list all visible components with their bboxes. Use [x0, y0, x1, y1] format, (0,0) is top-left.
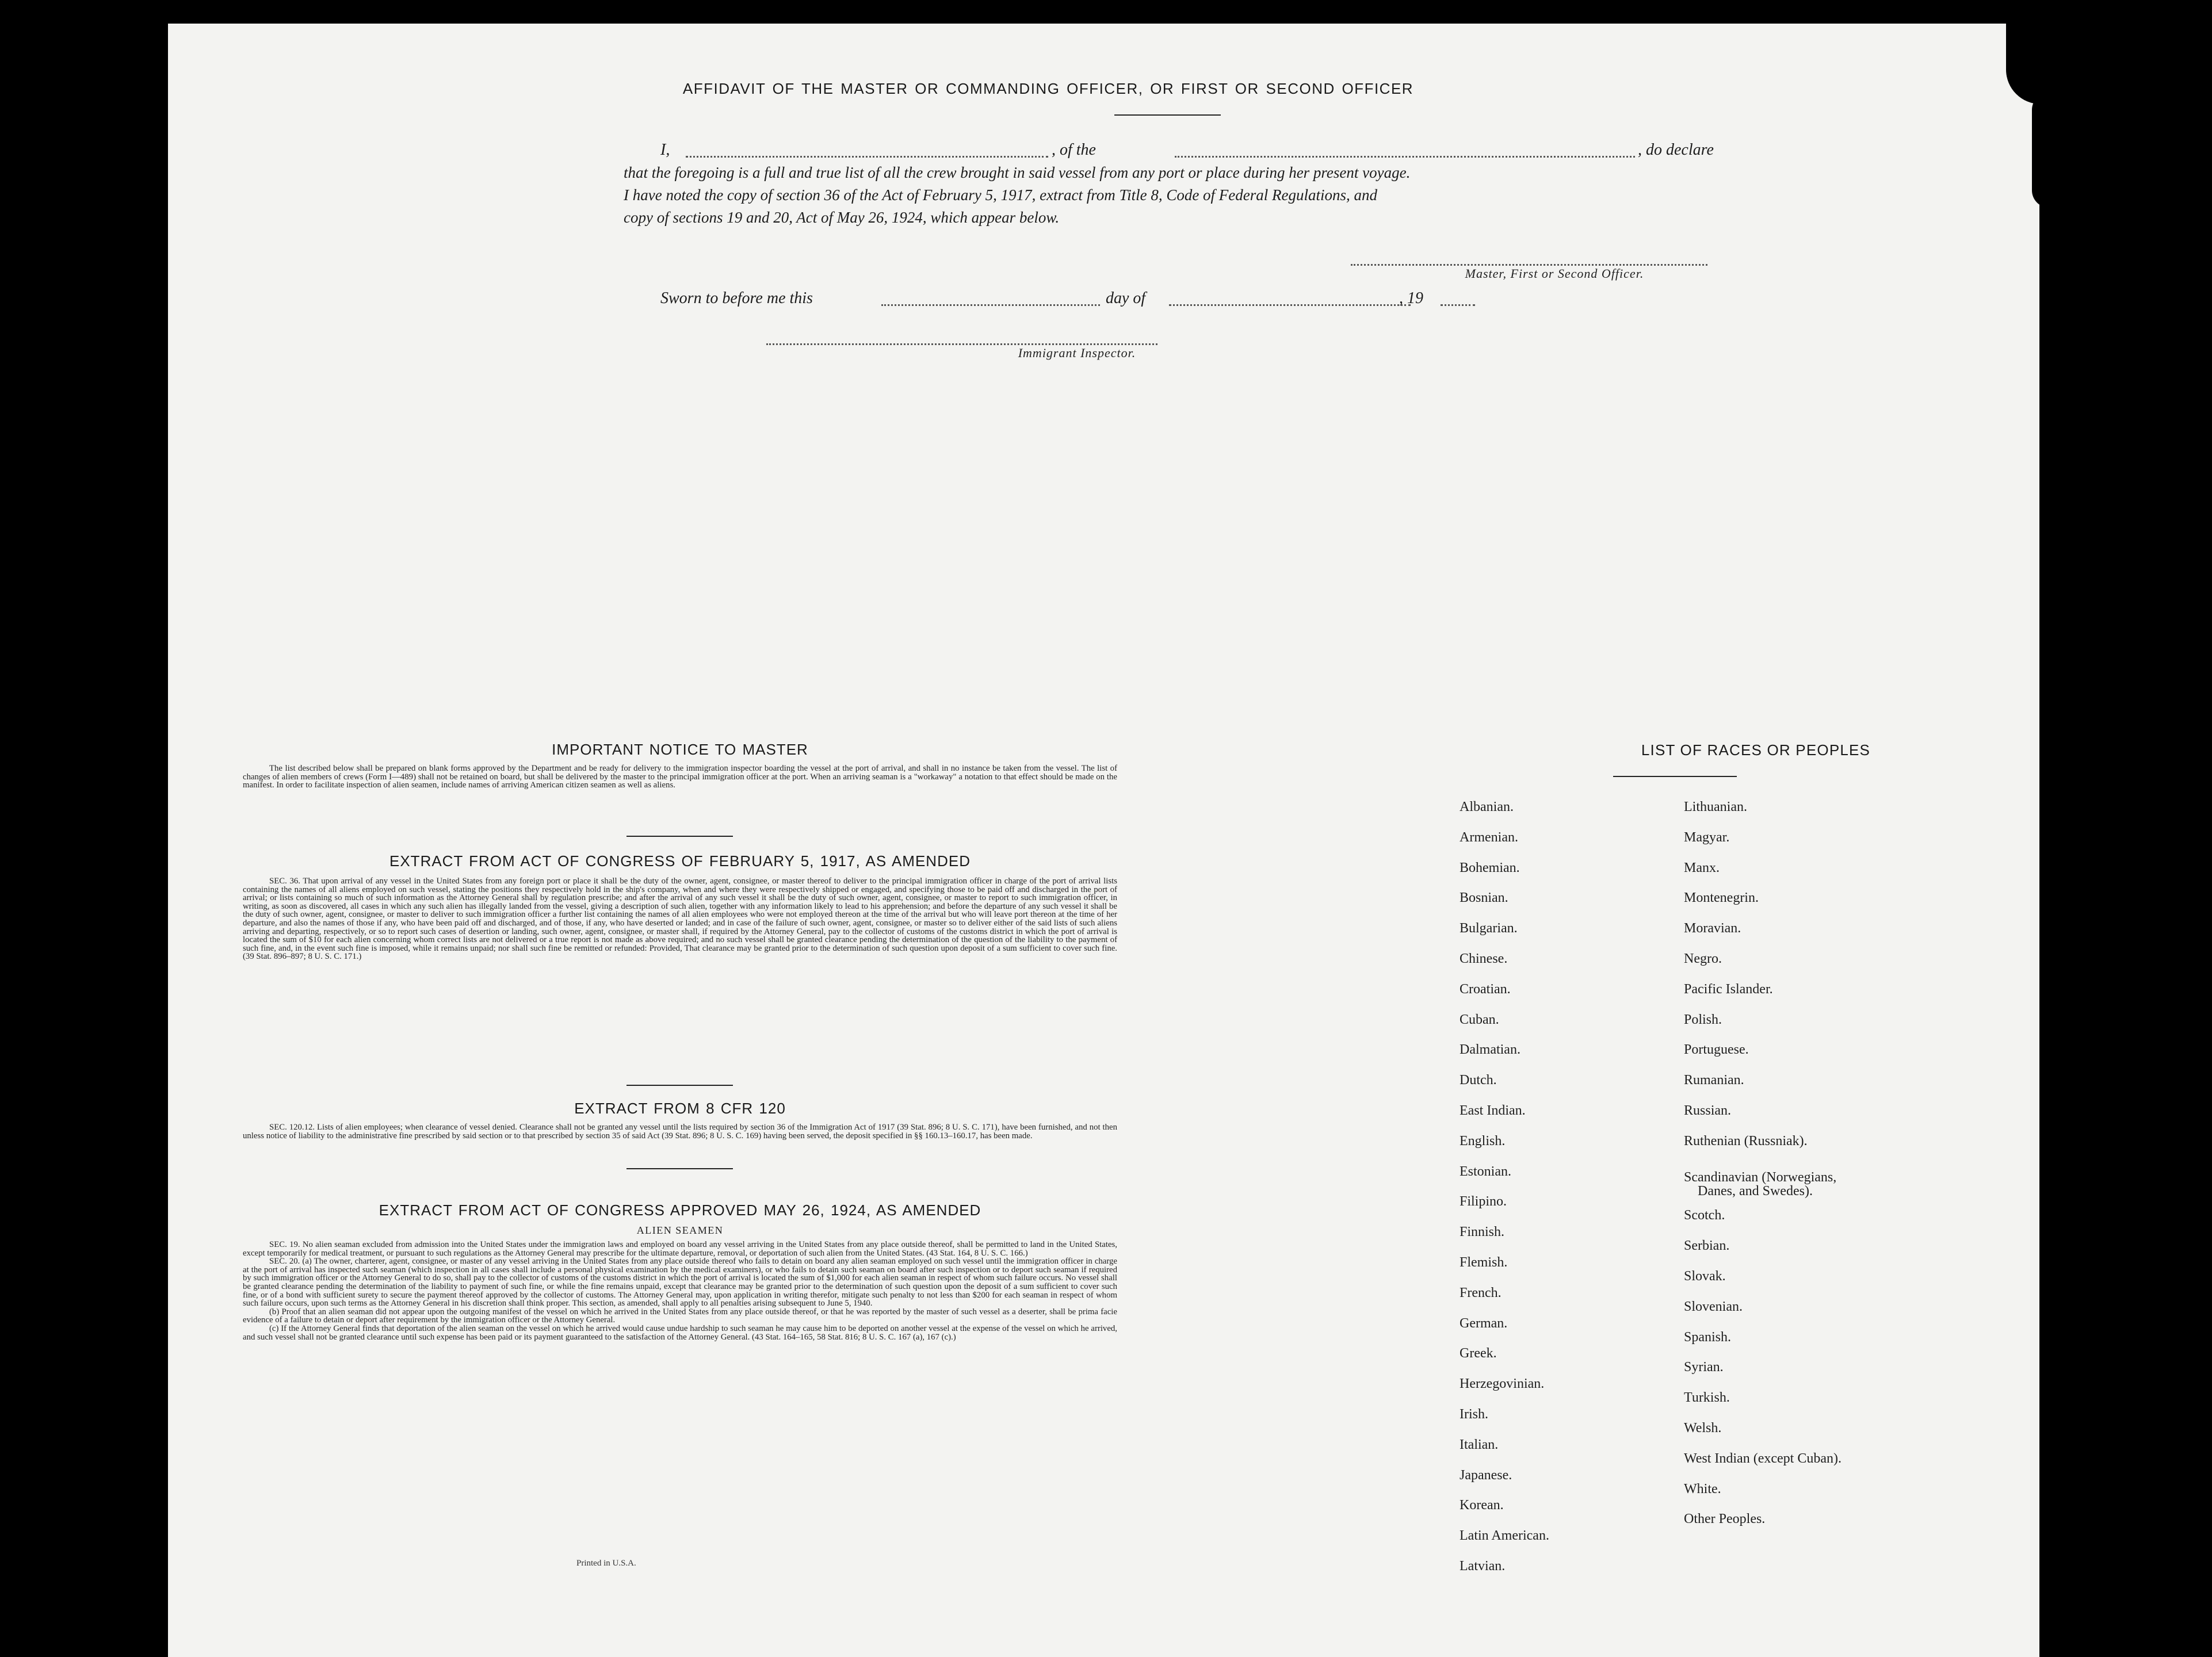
race-item: Rumanian. — [1684, 1073, 1744, 1088]
inspector-signature-label: Immigrant Inspector. — [1018, 346, 1136, 360]
sworn-month-blank[interactable] — [1169, 304, 1411, 306]
race-item: Bohemian. — [1460, 860, 1520, 875]
master-signature-line[interactable] — [1351, 264, 1707, 266]
race-item: Slovak. — [1684, 1269, 1726, 1284]
affidavit-line-3: I have noted the copy of section 36 of the Act of February 5, 1917, extract from Title 8, Code of Federal Regulations, and — [624, 186, 1378, 204]
sworn-day-blank[interactable] — [881, 304, 1100, 306]
torn-edge — [2032, 93, 2039, 208]
race-item: Chinese. — [1460, 951, 1508, 966]
affidavit-line-2: that the foregoing is a full and true list of all the crew brought in said vessel from any port or place during her present voyage. — [624, 164, 1411, 181]
year-text: , 19 — [1399, 289, 1423, 307]
race-item: Japanese. — [1460, 1467, 1512, 1483]
race-item: Latvian. — [1460, 1559, 1506, 1574]
race-item: Spanish. — [1684, 1329, 1732, 1345]
affidavit-i: I, — [660, 141, 670, 159]
race-item: West Indian (except Cuban). — [1684, 1451, 1842, 1466]
document-page — [168, 24, 2039, 1657]
race-item: Turkish. — [1684, 1390, 1730, 1406]
sworn-text: Sworn to before me this — [660, 289, 813, 307]
section-20c-paragraph: (c) If the Attorney General finds that deportation of the alien seaman on the vessel on which he arrived would cause undue hardship to such seaman he may cause him to be deported on another vessel at the expense of the vessel on which he arrived, and such vessel shall not be granted clearance until such expense has been paid or its payment guaranteed to the satisfaction of the Attorney General. (43 Stat. 164–165, 58 Stat. 816; 8 U. S. C. 167 (a), 167 (c).) — [243, 1323, 1117, 1342]
race-item: Manx. — [1684, 860, 1720, 875]
extract-1924-heading: EXTRACT FROM ACT OF CONGRESS APPROVED MAY 26, 1924, AS AMENDED — [379, 1201, 981, 1219]
section-rule — [626, 1085, 733, 1086]
section-19-paragraph: SEC. 19. No alien seaman excluded from admission into the United States under the immigration laws and employed on board any vessel arriving in the United States from any place outside thereof, shall be permitted to land in the United States, except temporarily for medical treatment, or pursuant to such regulations as the Attorney General may prescribe for the ultimate departure, removal, or deportation of such alien from the United States. (43 Stat. 164, 8 U. S. C. 166.) — [243, 1240, 1117, 1258]
race-item: Bosnian. — [1460, 890, 1508, 906]
name-blank[interactable] — [686, 156, 1048, 158]
section-20b-paragraph: (b) Proof that an alien seaman did not appear upon the outgoing manifest of the vessel on which he arrived in the United States from any place outside thereof, or that he was reported by the master of such vessel as a deserter, shall be prima facie evidence of a failure to detain or deport after requirement by the immigration officer or the Attorney General. — [243, 1307, 1117, 1325]
race-item: Slovenian. — [1684, 1299, 1743, 1314]
race-item: Estonian. — [1460, 1164, 1511, 1179]
race-item: Other Peoples. — [1684, 1511, 1766, 1527]
notice-text — [243, 764, 1117, 790]
torn-edge — [2006, 24, 2039, 104]
master-signature-label: Master, First or Second Officer. — [1465, 266, 1644, 281]
race-item: Korean. — [1460, 1498, 1504, 1513]
race-item: Portuguese. — [1684, 1042, 1749, 1058]
race-item: Armenian. — [1460, 829, 1518, 845]
race-item: Irish. — [1460, 1407, 1488, 1422]
section-120-12-paragraph: SEC. 120.12. Lists of alien employees; when clearance of vessel denied. Clearance shall not be granted any vessel until the lists required by section 36 of the Immigration Act of 1917 (39 Stat. 896; 8 U. S. C. 171), have been furnished, and not then unless notice of liability to the administrative fine prescribed by said section or to that prescribed by section 35 of said Act (39 Stat. 896; 8 U. S. C. 169) having been served, the deposit specified in §§ 160.13–160.17, has been made. — [243, 1123, 1117, 1141]
section-20a-paragraph: SEC. 20. (a) The owner, charterer, agent, consignee, or master of any vessel arriving in the United States from any place outside thereof who fails to detain on board any alien seaman employed on such vessel until the immigration officer in charge at the port of arrival has inspected such seaman (which inspection in all cases shall include a personal physical examination by the medical examiners), or who fails to detain such seaman on board after such inspection or to deport such seaman if required by such immigration officer or the Attorney General to do so, shall pay to the collector of customs of the customs district in which the port of arrival is located the sum of $1,000 for each alien seaman in respect of whom such failure occurs. No vessel shall be granted clearance pending the determination of the liability to payment of such fine, or while the fine remains unpaid, except that clearance may be granted prior to the determination of such question upon the deposit of a sum sufficient to cover such fine, or of a bond with sufficient surety to secure the payment thereof approved by the collector of customs. The Attorney General may, upon application in writing therefor, mitigate such penalty to not less than $200 for each seaman in respect of whom such failure occurs, upon such terms as the Attorney General in his discretion shall think proper. This section, as amended, shall apply to all penalties arising subsequent to June 5, 1940. — [243, 1257, 1117, 1308]
race-item: Dutch. — [1460, 1073, 1497, 1088]
race-item: Serbian. — [1684, 1238, 1730, 1254]
extract-8cfr-text — [243, 1123, 1117, 1140]
inspector-signature-line[interactable] — [766, 343, 1157, 345]
affidavit-title: AFFIDAVIT OF THE MASTER OR COMMANDING OFFICER, OR FIRST OR SECOND OFFICER — [682, 80, 1414, 97]
race-item: Montenegrin. — [1684, 890, 1759, 906]
race-item: Cuban. — [1460, 1012, 1499, 1027]
extract-1917-heading: EXTRACT FROM ACT OF CONGRESS OF FEBRUARY 5, 1917, AS AMENDED — [389, 852, 971, 870]
race-item: Lithuanian. — [1684, 799, 1747, 814]
races-title: LIST OF RACES OR PEOPLES — [1641, 741, 1871, 759]
race-item: English. — [1460, 1133, 1506, 1149]
race-item: Polish. — [1684, 1012, 1722, 1027]
race-item: Russian. — [1684, 1103, 1732, 1118]
extract-8cfr-heading: EXTRACT FROM 8 CFR 120 — [574, 1100, 786, 1117]
race-item: Filipino. — [1460, 1194, 1507, 1210]
race-item: Italian. — [1460, 1437, 1499, 1452]
printed-in-usa: Printed in U.S.A. — [576, 1559, 636, 1568]
affidavit-do-declare: , do declare — [1638, 141, 1714, 159]
race-item: Moravian. — [1684, 921, 1741, 936]
race-item: Negro. — [1684, 951, 1722, 966]
race-item: Greek. — [1460, 1346, 1497, 1361]
race-item: French. — [1460, 1285, 1502, 1300]
notice-paragraph: The list described below shall be prepared on blank forms approved by the Department and be ready for delivery to the immigration inspector boarding the vessel at the port of arrival, and shall in no instance be taken from the vessel. The list of changes of alien members of crews (Form I—489) shall not be retained on board, but shall be delivered by the master to the principal immigration officer at the port. When an arriving seaman is a "workaway" a notation to that effect should be made on the manifest. In order to facilitate inspection of alien seamen, include names of arriving American citizen seamen as well as aliens. — [243, 764, 1117, 790]
alien-seamen-subheading: ALIEN SEAMEN — [636, 1224, 724, 1236]
race-item: Herzegovinian. — [1460, 1376, 1545, 1392]
race-item: Bulgarian. — [1460, 921, 1518, 936]
extract-1917-text — [243, 877, 1117, 961]
race-item: Flemish. — [1460, 1255, 1508, 1270]
affidavit-line-4: copy of sections 19 and 20, Act of May 26, 1924, which appear below. — [624, 209, 1060, 226]
race-item: Finnish. — [1460, 1224, 1505, 1240]
race-item: Dalmatian. — [1460, 1042, 1520, 1058]
notice-heading: IMPORTANT NOTICE TO MASTER — [552, 741, 808, 758]
race-item: German. — [1460, 1315, 1508, 1331]
race-item: White. — [1684, 1481, 1721, 1497]
race-item: Syrian. — [1684, 1360, 1724, 1375]
race-item: Pacific Islander. — [1684, 981, 1773, 997]
race-item: Albanian. — [1460, 799, 1514, 814]
races-title-rule — [1613, 776, 1737, 777]
race-item: Scandinavian (Norwegians, — [1684, 1169, 1837, 1185]
section-36-paragraph: SEC. 36. That upon arrival of any vessel in the United States from any foreign port or place it shall be the duty of the owner, agent, consignee, or master thereof to deliver to the principal immigration officer in charge of the port of arrival lists containing the names of all aliens employed on such vessel, stating the positions they respectively hold in the ship's company, when and where they were respectively shipped or engaged, and specifying those to be paid off and discharged in the port of arrival; or lists containing so much of such information as the Attorney General shall by regulation prescribe; and after the arrival of any such vessel it shall be the duty of such owner, agent, consignee, or master to report to such immigration officer, in writing, as soon as discovered, all cases in which any such alien has illegally landed from the vessel, giving a description of such alien, together with any information likely to lead to his apprehension; and before the departure of any such vessel it shall be the duty of such owner, agent, consignee, or master to deliver to such immigration officer a further list containing the names of all alien employees who were not employed thereon at the time of the arrival but who will leave port thereon at the time of her departure, and also the names of those if any, who have been paid off and discharged, and of those, if any, who have deserted or landed; and in case of the failure of such owner, agent, consignee, or master so to deliver either of the said lists of such aliens arriving and departing, respectively, or so to report such cases of desertion or landing, such owner, agent, consignee, or master shall, if required by the Attorney General, pay to the collector of customs of the customs district in which the port of arrival is located the sum of $10 for each alien concerning whom correct lists are not delivered or a true report is not made as above required; and no such vessel shall be granted clearance pending the determination of the question of the liability to the payment of such fine, and, in the event such fine is imposed, while it remains unpaid; nor shall such fine be remitted or refunded: Provided, That clearance may be granted prior to the determination of such question upon deposit of a sum sufficient to cover such fine. (39 Stat. 896–897; 8 U. S. C. 171.) — [243, 877, 1117, 962]
section-rule — [626, 1168, 733, 1169]
affidavit-of-the: , of the — [1052, 141, 1096, 159]
section-rule — [626, 836, 733, 837]
vessel-blank[interactable] — [1175, 156, 1635, 158]
race-item: Ruthenian (Russniak). — [1684, 1133, 1808, 1149]
race-item: East Indian. — [1460, 1103, 1526, 1118]
race-item: Danes, and Swedes). — [1698, 1183, 1813, 1199]
race-item: Scotch. — [1684, 1208, 1725, 1223]
day-of-text: day of — [1106, 289, 1146, 307]
race-item: Welsh. — [1684, 1421, 1722, 1436]
race-item: Magyar. — [1684, 829, 1730, 845]
race-item: Latin American. — [1460, 1528, 1549, 1544]
extract-1924-text — [243, 1241, 1117, 1341]
title-rule — [1114, 114, 1221, 116]
race-item: Croatian. — [1460, 981, 1511, 997]
sworn-year-blank[interactable] — [1441, 304, 1475, 306]
